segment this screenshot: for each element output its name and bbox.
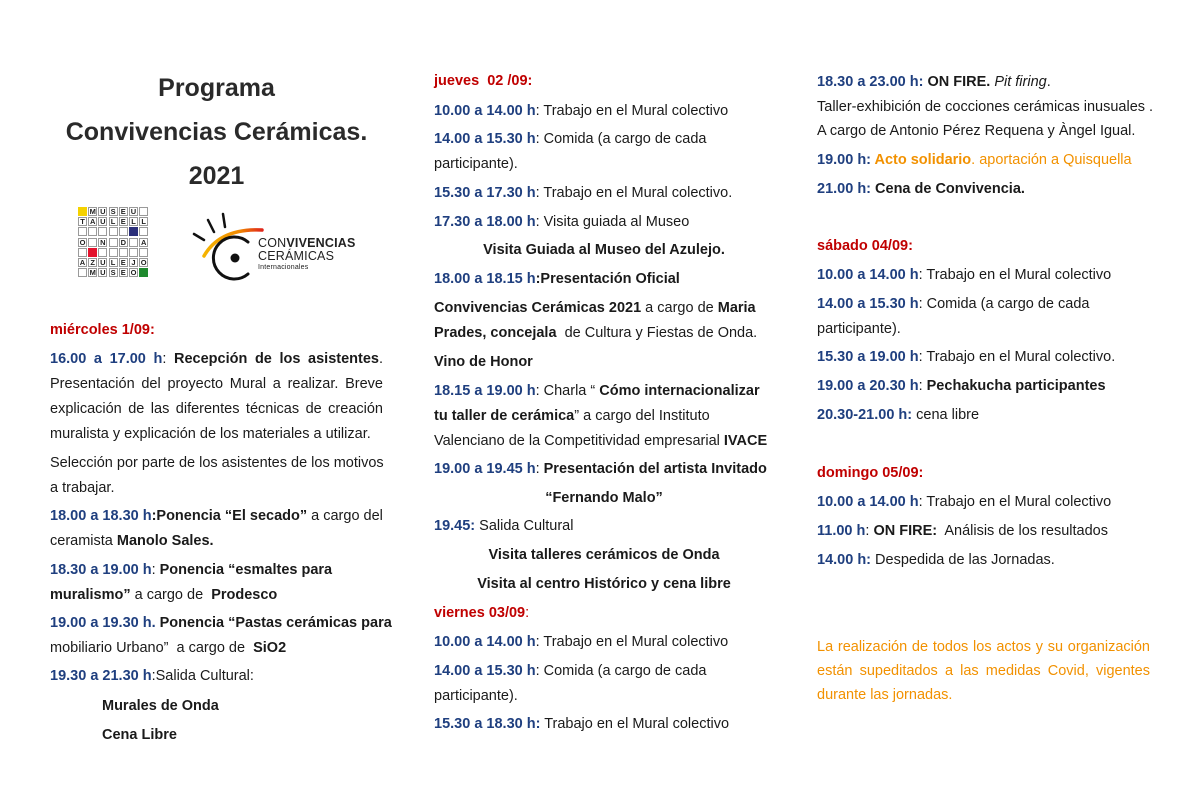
event-cultural-outing — [50, 667, 254, 685]
event-time: 20.30-21.00 h: — [817, 407, 913, 423]
event-text: a cargo de — [168, 640, 254, 656]
logo-wordmark — [258, 237, 356, 272]
logo-tile: U — [100, 217, 106, 227]
event-text: : Trabajo en el Mural colectivo — [535, 634, 729, 650]
logo-internacionales: Internacionales — [258, 264, 309, 271]
logo-tile: E — [120, 268, 126, 278]
logo-tile: E — [120, 258, 126, 267]
event-title: :Ponencia “El secado” — [151, 508, 308, 524]
event-text: cena libre — [912, 407, 980, 423]
day-heading-wednesday: miércoles 1/09: — [50, 322, 155, 338]
logo-tile: M — [89, 207, 96, 216]
separator: . — [378, 351, 384, 367]
event-title: ON FIRE. — [923, 74, 991, 90]
event-talk-esmaltes — [50, 561, 332, 579]
event-item — [434, 382, 760, 400]
logo-tile — [98, 248, 107, 257]
logo-tile — [98, 227, 107, 236]
logo-tile — [119, 227, 128, 236]
logo-tile: Z — [88, 258, 97, 267]
event-description: participante). — [817, 321, 901, 337]
event-time: 18.00 a 18.15 h — [434, 271, 536, 287]
event-title: mobiliario Urbano” — [50, 640, 169, 656]
event-subtitle: Vino de Honor — [434, 354, 533, 370]
event-title: muralismo” — [50, 587, 131, 603]
event-time: 19.00 h: — [817, 152, 871, 168]
event-item — [434, 102, 728, 120]
event-description — [50, 586, 277, 604]
event-time: 15.30 a 18.30 h: — [434, 716, 541, 732]
event-time: 18.00 a 18.30 h — [50, 508, 152, 524]
logo-ceramicas: CERÁMICAS — [258, 249, 335, 263]
logo-tile — [78, 227, 87, 236]
convivencias-ceramicas-logo — [190, 210, 365, 282]
logo-tile — [139, 248, 148, 257]
event-item — [434, 633, 728, 651]
event-description: a trabajar. — [50, 480, 115, 496]
logo-tile: U — [100, 207, 106, 216]
event-item — [817, 295, 1089, 313]
event-description: A cargo de Antonio Pérez Requena y Àngel Igual. — [817, 123, 1136, 139]
event-text: : Trabajo en el Mural colectivo — [918, 267, 1112, 283]
speaker-name: Prodesco — [211, 587, 278, 603]
event-text: : Comida (a cargo de cada — [535, 131, 707, 147]
event-text: : Visita guiada al Museo — [535, 214, 690, 230]
outing-item: Murales de Onda — [102, 698, 219, 714]
separator: : — [525, 605, 530, 621]
event-text: : Trabajo en el Mural colectivo. — [535, 185, 733, 201]
event-time: 18.30 a 19.00 h — [50, 562, 152, 578]
event-time: 19.00 a 19.45 h — [434, 461, 536, 477]
event-talk-pastas — [50, 614, 392, 632]
event-time: 19.30 a 21.30 h — [50, 668, 152, 684]
event-item — [434, 715, 729, 733]
logo-tile — [139, 227, 148, 236]
day-heading-sunday: domingo 05/09: — [817, 465, 924, 481]
logo-tile — [139, 268, 148, 277]
event-text: a cargo del — [307, 508, 383, 524]
logo-tile: S — [110, 268, 116, 278]
covid-notice: están supeditados a las medidas Covid, vigentes — [817, 663, 1150, 679]
logo-tile: O — [130, 268, 137, 278]
event-text: Despedida de las Jornadas. — [871, 552, 1055, 568]
event-text: :Salida Cultural: — [151, 668, 254, 684]
logo-tile: O — [79, 237, 86, 247]
event-item — [817, 551, 1055, 569]
event-time: 21.00 h: — [817, 181, 871, 197]
event-text: : Comida (a cargo de cada — [918, 296, 1090, 312]
event-description: muralista y explicación de los materiales a utilizar. — [50, 426, 371, 442]
event-dinner — [817, 180, 1025, 198]
covid-notice: La realización de todos los actos y su organización — [817, 639, 1150, 655]
event-text: Valenciano de la Competitividad empresarial — [434, 433, 724, 449]
day-heading-friday — [434, 604, 529, 622]
event-item — [434, 130, 706, 148]
event-item — [817, 377, 1106, 395]
event-text: ceramista — [50, 533, 117, 549]
event-time: 19.00 a 19.30 h. — [50, 615, 156, 631]
logo-tile: O — [140, 258, 147, 267]
logo-tile: L — [139, 217, 148, 226]
event-text: Análisis de los resultados — [937, 523, 1108, 539]
logo-tile: A — [79, 258, 86, 267]
event-title: tu taller de cerámica — [434, 408, 575, 424]
logo-tile: J — [129, 258, 138, 267]
event-time: 10.00 a 14.00 h — [817, 494, 919, 510]
logo-tile — [88, 227, 97, 236]
event-item — [434, 460, 767, 478]
event-item — [817, 266, 1111, 284]
program-title: Programa — [158, 74, 275, 102]
event-item — [434, 213, 689, 231]
logo-tile: U — [100, 268, 106, 278]
event-time: 10.00 a 14.00 h — [817, 267, 919, 283]
separator: : — [151, 562, 160, 578]
day-heading-thursday: jueves 02 /09: — [434, 73, 533, 89]
event-text: : Comida (a cargo de cada — [535, 663, 707, 679]
event-time: 14.00 h: — [817, 552, 871, 568]
event-time: 15.30 a 17.30 h — [434, 185, 536, 201]
event-title: Acto solidario — [871, 152, 972, 168]
event-subtitle: Visita Guiada al Museo del Azulejo. — [483, 242, 725, 258]
event-time: 17.30 a 18.00 h — [434, 214, 536, 230]
event-description — [50, 639, 286, 657]
logo-tile: U — [100, 258, 106, 267]
speaker-name: Manolo Sales. — [116, 533, 214, 549]
logo-tile — [88, 238, 97, 247]
logo-tile: N — [100, 237, 106, 247]
separator: : — [918, 378, 927, 394]
event-item — [817, 348, 1115, 366]
event-selection: Selección por parte de los asistentes de los motivos — [50, 455, 384, 471]
speaker-name: Maria — [717, 300, 756, 316]
logo-tile: A — [140, 237, 147, 247]
program-year: 2021 — [188, 162, 245, 190]
event-text: . aportación a Quisquella — [971, 152, 1132, 168]
event-title: ON FIRE: — [873, 523, 938, 539]
logo-tile — [129, 238, 138, 247]
logo-tile — [139, 207, 148, 216]
event-text: : Trabajo en el Mural colectivo. — [918, 349, 1116, 365]
event-title: Ponencia “esmaltes para — [159, 562, 333, 578]
logo-tile: A — [89, 217, 96, 227]
logo-tile — [109, 227, 118, 236]
event-description: Presentación del proyecto Mural a realizar. Breve — [50, 376, 383, 392]
logo-tile: L — [109, 258, 118, 267]
artist-name: “Fernando Malo” — [545, 490, 663, 506]
event-description — [50, 532, 214, 550]
event-reception — [50, 350, 383, 368]
logo-tile — [119, 248, 128, 257]
logo-tile: S — [110, 207, 116, 216]
event-time: 14.00 a 15.30 h — [434, 131, 536, 147]
event-time: 18.15 a 19.00 h — [434, 383, 536, 399]
event-text: de Cultura y Fiestas de Onda. — [556, 325, 758, 341]
event-time: 11.00 h — [817, 523, 866, 539]
event-text: : Charla “ — [535, 383, 600, 399]
event-title: Recepción de los asistentes — [174, 351, 379, 367]
logo-tile: E — [120, 207, 126, 216]
day-label: viernes 03/09 — [434, 605, 526, 621]
logo-tile — [78, 268, 87, 277]
event-time: 10.00 a 14.00 h — [434, 634, 536, 650]
event-text: a cargo de — [130, 587, 212, 603]
museu-taulell-logo — [78, 207, 150, 278]
speaker-name: Prades, concejala — [434, 325, 557, 341]
event-item — [434, 184, 732, 202]
event-text: Trabajo en el Mural colectivo — [540, 716, 730, 732]
logo-tile: L — [109, 217, 118, 226]
event-description — [434, 432, 767, 450]
event-time: 15.30 a 19.00 h — [817, 349, 919, 365]
event-time: 14.00 a 15.30 h — [434, 663, 536, 679]
event-title: Presentación del artista Invitado — [543, 461, 767, 477]
program-subtitle: Convivencias Cerámicas. — [65, 118, 368, 146]
event-item — [817, 522, 1108, 540]
event-subtitle: Pit firing — [990, 74, 1047, 90]
separator: : — [865, 523, 874, 539]
logo-tile: L — [129, 217, 138, 226]
event-description: explicación de las diferentes técnicas de creación — [50, 401, 383, 417]
logo-tile — [129, 227, 138, 236]
covid-notice: durante las jornadas. — [817, 687, 953, 703]
event-on-fire — [817, 73, 1051, 91]
event-talk-secado — [50, 507, 383, 525]
event-title: Pechakucha participantes — [926, 378, 1106, 394]
logo-tile — [109, 238, 118, 247]
logo-tile: U — [130, 207, 137, 216]
separator: : — [162, 351, 174, 367]
logo-tile: M — [89, 268, 96, 278]
event-item — [817, 406, 979, 424]
event-item — [434, 270, 680, 288]
event-time: 14.00 a 15.30 h — [817, 296, 919, 312]
event-time: 19.45: — [434, 518, 476, 534]
logo-tile — [109, 248, 118, 257]
outing-item: Cena Libre — [102, 727, 177, 743]
event-description: Taller-exhibición de cocciones cerámicas inusuales . — [817, 99, 1154, 115]
event-description — [434, 324, 757, 342]
event-item — [434, 662, 706, 680]
event-time: 18.30 a 23.00 h: — [817, 74, 924, 90]
speaker-name: SiO2 — [253, 640, 287, 656]
event-text: : Trabajo en el Mural colectivo — [918, 494, 1112, 510]
event-title: Cena de Convivencia. — [871, 181, 1025, 197]
event-solidarity — [817, 151, 1132, 169]
logo-tile: E — [120, 217, 126, 227]
event-description: participante). — [434, 156, 518, 172]
logo-tile — [88, 248, 97, 257]
event-title: Ponencia “Pastas cerámicas para — [155, 615, 392, 631]
logo-tile: D — [120, 237, 126, 247]
event-description — [434, 407, 710, 425]
event-subtitle: Visita al centro Histórico y cena libre — [477, 576, 731, 592]
event-title: :Presentación Oficial — [535, 271, 680, 287]
event-title: Cómo internacionalizar — [599, 383, 760, 399]
separator: : — [535, 461, 544, 477]
event-description: participante). — [434, 688, 518, 704]
event-text: Salida Cultural — [475, 518, 574, 534]
logo-tile: T — [78, 217, 87, 226]
event-title: Convivencias Cerámicas 2021 — [434, 300, 642, 316]
event-time: 10.00 a 14.00 h — [434, 103, 536, 119]
organization-name: IVACE — [723, 433, 768, 449]
event-subtitle: Visita talleres cerámicos de Onda — [488, 547, 720, 563]
logo-vivencias: VIVENCIAS — [286, 236, 356, 250]
logo-tile — [78, 207, 87, 216]
event-text: : Trabajo en el Mural colectivo — [535, 103, 729, 119]
logo-con: CON — [258, 236, 287, 250]
event-item — [434, 517, 573, 535]
day-heading-saturday: sábado 04/09: — [817, 238, 913, 254]
logo-tile — [129, 248, 138, 257]
event-text: a cargo de — [641, 300, 718, 316]
event-item — [817, 493, 1111, 511]
logo-tile — [78, 248, 87, 257]
event-time: 16.00 a 17.00 h — [50, 351, 163, 367]
separator: . — [1046, 74, 1051, 90]
event-time: 19.00 a 20.30 h — [817, 378, 919, 394]
event-text: ” a cargo del Instituto — [574, 408, 710, 424]
event-description — [434, 299, 756, 317]
